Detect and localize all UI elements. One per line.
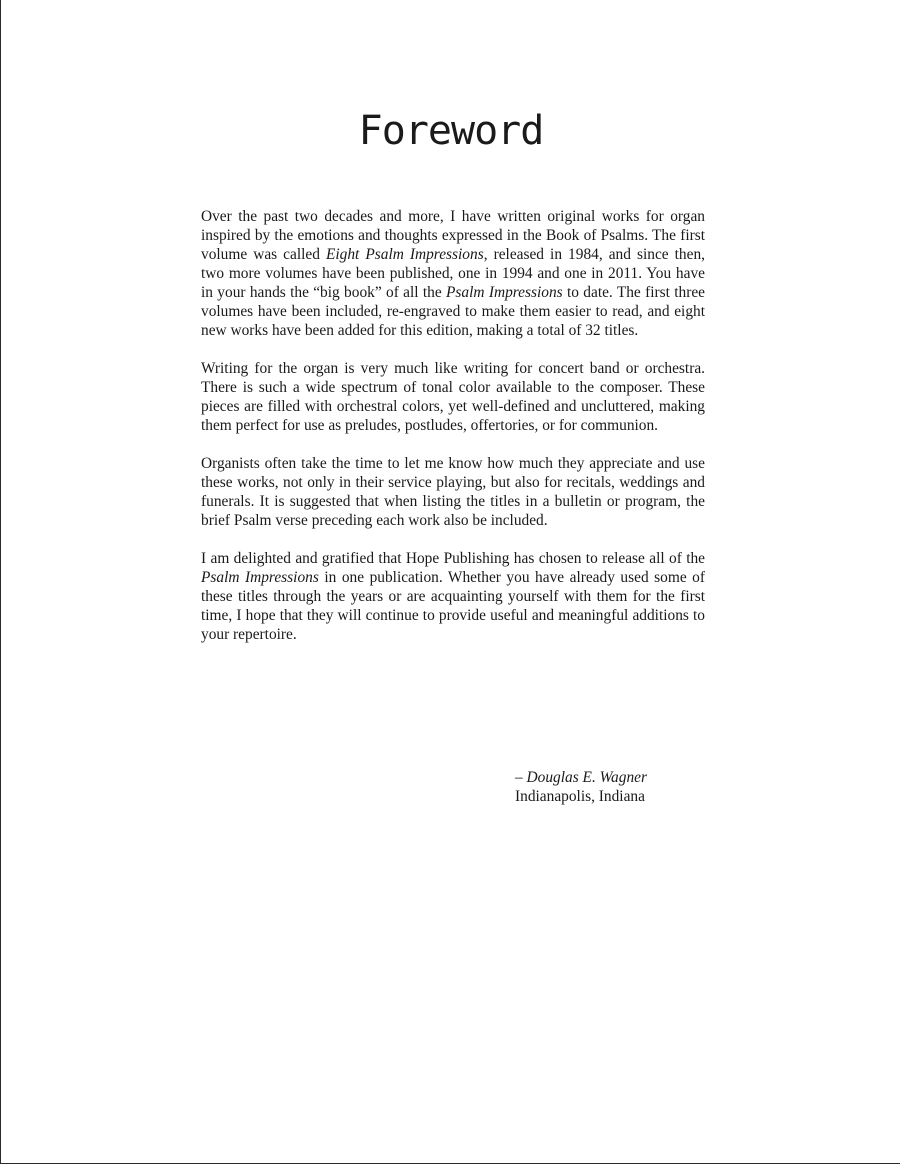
- paragraph-1: [201, 207, 705, 340]
- foreword-body: [201, 207, 705, 663]
- paragraph-text: to date. The first three volumes have been included, re-engraved to make them easier to read, and eight new works have been added for this edition, making a total of 32 titles.: [201, 284, 705, 339]
- paragraph-text: I am delighted and gratified that Hope Publishing has chosen to release all of the: [201, 550, 705, 567]
- paragraph-text: Over the past two decades and more, I have written original works for organ inspired by the emotions and thoughts expressed in the Book of Psalms. The first volume was called: [201, 208, 705, 263]
- paragraph-2: [201, 359, 705, 435]
- paragraph-text: Organists often take the time to let me know how much they appreciate and use these works, not only in their service playing, but also for recitals, weddings and funerals. It is suggested that when listing the titles in a bulletin or program, the brief Psalm verse preceding each work also be included.: [201, 455, 705, 529]
- page-title: Foreword: [358, 108, 544, 154]
- paragraph-text: Writing for the organ is very much like writing for concert band or orchestra. There is such a wide spectrum of tonal color available to the composer. These pieces are filled with orchestral colors, yet well-defined and uncluttered, making them perfect for use as preludes, postludes, offertories, or for communion.: [201, 360, 705, 434]
- author-name: – Douglas E. Wagner: [515, 769, 647, 786]
- book-title-italic: Psalm Impressions: [446, 284, 563, 301]
- book-title-italic: Eight Psalm Impressions: [325, 246, 484, 263]
- paragraph-text: , released in 1984, and since then, two more volumes have been published, one in 1994 and one in 2011. You have in your hands the “big book” of all the: [201, 246, 705, 301]
- paragraph-text: in one publication. Whether you have already used some of these titles through the years or are acquainting yourself with them for the first time, I hope that they will continue to provide useful and meaningful additions to your repertoire.: [201, 569, 705, 643]
- paragraph-4: [201, 549, 705, 644]
- author-signoff: [515, 768, 715, 806]
- author-location: Indianapolis, Indiana: [515, 788, 645, 805]
- book-title-italic: Psalm Impressions: [201, 569, 319, 586]
- paragraph-3: [201, 454, 705, 530]
